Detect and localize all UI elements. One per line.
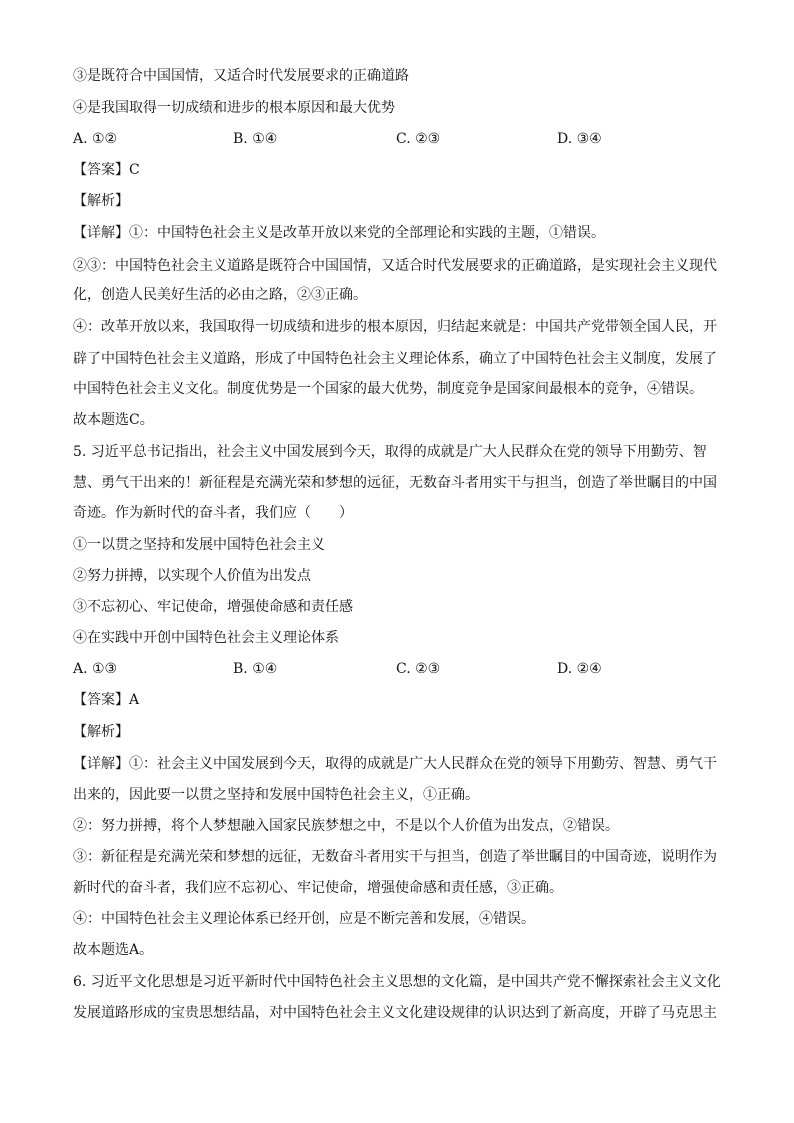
q5-option-c: C. ②③ bbox=[396, 661, 441, 677]
q4-explanation-line: 辟了中国特色社会主义道路，形成了中国特色社会主义理论体系，确立了中国特色社会主义制度，发展了 bbox=[73, 351, 717, 367]
q5-item-1: ①一以贯之坚持和发展中国特色社会主义 bbox=[73, 537, 325, 553]
q5-option-b: B. ①④ bbox=[233, 661, 278, 677]
q5-stem-line: 奇迹。作为新时代的奋斗者，我们应（ ） bbox=[73, 505, 353, 521]
q6-stem-line: 6. 习近平文化思想是习近平新时代中国特色社会主义思想的文化篇，是中国共产党不懈探索社会主义文化 bbox=[73, 974, 721, 990]
q5-stem-line: 慧、勇气干出来的！新征程是充满光荣和梦想的远征，无数奋斗者用实干与担当，创造了举世瞩目的中国 bbox=[73, 475, 717, 491]
q4-option-d: D. ③④ bbox=[557, 131, 602, 147]
q5-explanation-line: 新时代的奋斗者，我们应不忘初心、牢记使命，增强使命感和责任感，③正确。 bbox=[73, 880, 563, 896]
q4-answer: 【答案】C bbox=[73, 162, 140, 178]
q5-option-a: A. ①③ bbox=[73, 661, 118, 677]
q4-explanation-line: 中国特色社会主义文化。制度优势是一个国家的最大优势，制度竞争是国家间最根本的竞争，④错误。 bbox=[73, 381, 703, 397]
q4-item-3: ③是既符合中国国情，又适合时代发展要求的正确道路 bbox=[73, 68, 409, 84]
q4-analysis-label: 【解析】 bbox=[73, 193, 129, 209]
q4-option-a: A. ①② bbox=[73, 131, 118, 147]
q5-explanation-line: ③：新征程是充满光荣和梦想的远征，无数奋斗者用实干与担当，创造了举世瞩目的中国奇迹，说明作为 bbox=[73, 849, 717, 865]
q5-explanation-line: 【详解】①：社会主义中国发展到今天，取得的成就是广大人民群众在党的领导下用勤劳、智慧、勇气干 bbox=[73, 756, 717, 772]
q5-analysis-label: 【解析】 bbox=[73, 724, 129, 740]
q5-option-d: D. ②④ bbox=[557, 661, 602, 677]
q5-answer: 【答案】A bbox=[73, 692, 140, 708]
q4-option-b: B. ①④ bbox=[233, 131, 278, 147]
q4-explanation-line: 【详解】①：中国特色社会主义是改革开放以来党的全部理论和实践的主题，①错误。 bbox=[73, 225, 605, 241]
q5-explanation-line: 出来的，因此要一以贯之坚持和发展中国特色社会主义，①正确。 bbox=[73, 787, 479, 803]
q4-explanation-line: ②③：中国特色社会主义道路是既符合中国国情，又适合时代发展要求的正确道路，是实现社会主义现代 bbox=[73, 258, 717, 274]
q4-item-4: ④是我国取得一切成绩和进步的根本原因和最大优势 bbox=[73, 100, 395, 116]
q5-item-4: ④在实践中开创中国特色社会主义理论体系 bbox=[73, 630, 339, 646]
q5-conclusion: 故本题选A。 bbox=[73, 942, 154, 958]
q4-option-c: C. ②③ bbox=[396, 131, 441, 147]
q6-stem-line: 发展道路形成的宝贵思想结晶，对中国特色社会主义文化建设规律的认识达到了新高度，开辟了马克思主 bbox=[73, 1005, 717, 1021]
q4-conclusion: 故本题选C。 bbox=[73, 412, 154, 428]
q5-stem-line: 5. 习近平总书记指出，社会主义中国发展到今天，取得的成就是广大人民群众在党的领导下用勤劳、智 bbox=[73, 444, 707, 460]
q5-item-2: ②努力拼搏，以实现个人价值为出发点 bbox=[73, 568, 311, 584]
q5-explanation-line: ④：中国特色社会主义理论体系已经开创，应是不断完善和发展，④错误。 bbox=[73, 911, 535, 927]
q4-explanation-line: 化，创造人民美好生活的必由之路，②③正确。 bbox=[73, 287, 367, 303]
q4-explanation-line: ④：改革开放以来，我国取得一切成绩和进步的根本原因，归结起来就是：中国共产党带领全国人民，开 bbox=[73, 319, 717, 335]
q5-explanation-line: ②：努力拼搏，将个人梦想融入国家民族梦想之中，不是以个人价值为出发点，②错误。 bbox=[73, 818, 619, 834]
q5-item-3: ③不忘初心、牢记使命，增强使命感和责任感 bbox=[73, 599, 353, 615]
